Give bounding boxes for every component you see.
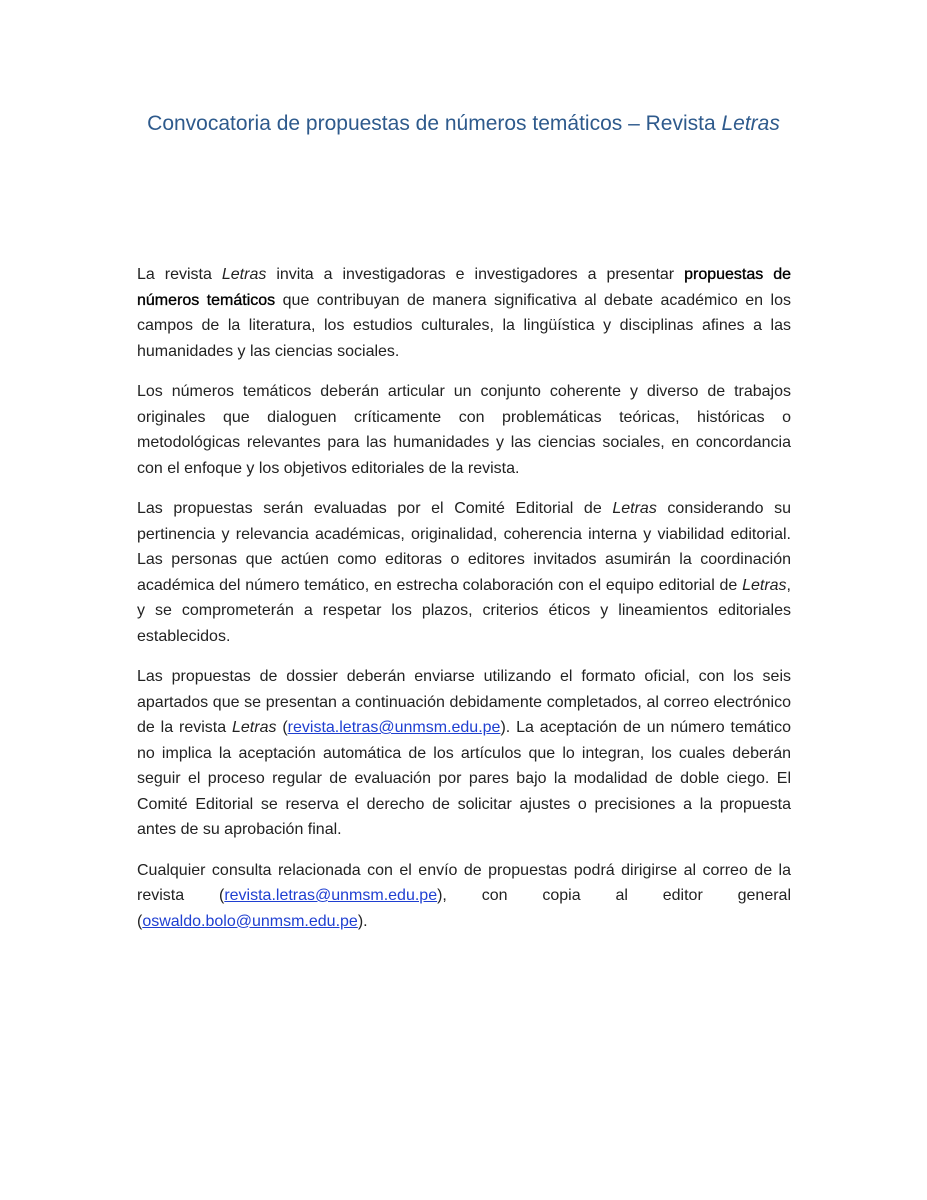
paragraph-2: Los números temáticos deberán articular un conjunto coherente y diverso de trabajos originales que dialoguen críticamente con problemáticas teóricas, históricas o metodológicas relevantes para las humanidades y las ciencias sociales, en concordancia con el enfoque y los objetivos editoriales de la revista.: [137, 383, 791, 477]
text-run: ).: [357, 912, 368, 930]
journal-name: Letras: [232, 719, 277, 736]
text-run: considerando su pertinencia y relevancia académicas, originalidad, coherencia interna y viabilidad editorial. Las personas que actúen como editoras o editores invitados asumirán la coordinación académica del número temático, en estrecha colaboración con el equipo editorial de: [137, 500, 792, 594]
text-run: (: [276, 719, 288, 736]
paragraph-5: [137, 858, 791, 935]
journal-name: Letras: [742, 576, 787, 594]
text-run: Las propuestas de dossier deberán enviarse utilizando el formato oficial, con los seis apartados que se presentan a continuación debidamente completados, al correo electrónico de la revista: [137, 668, 791, 736]
text-run: ), con copia al editor general (: [137, 887, 791, 930]
text-run: Cualquier consulta relacionada con el envío de propuestas podrá dirigirse al correo de la revista (: [137, 861, 791, 904]
text-run: ). La aceptación de un número temático no implica la aceptación automática de los artículos que lo integran, los cuales deberán seguir el proceso regular de evaluación por pares bajo la modalidad de doble ciego. El Comité Editorial se reserva el derecho de solicitar ajustes o precisiones a la propuesta antes de su aprobación final.: [137, 719, 791, 838]
paragraph-3: [137, 496, 791, 649]
journal-name: Letras: [612, 500, 657, 517]
title-text: Convocatoria de propuestas de números temáticos – Revista: [147, 112, 722, 135]
paragraph-1: [137, 262, 791, 364]
email-link-editor[interactable]: oswaldo.bolo@unmsm.edu.pe: [142, 912, 358, 930]
page-title: [0, 112, 927, 136]
title-journal-name: Letras: [721, 112, 780, 135]
email-link-revista[interactable]: revista.letras@unmsm.edu.pe: [287, 719, 501, 736]
text-run: que contribuyan de manera significativa al debate académico en los campos de la literatura, los estudios culturales, la lingüística y disciplinas afines a las humanidades y las ciencias sociales.: [137, 291, 791, 360]
highlighted-phrase: propuestas de números temáticos: [137, 266, 792, 309]
email-link-revista[interactable]: revista.letras@unmsm.edu.pe: [224, 887, 438, 904]
text-run: Las propuestas serán evaluadas por el Comité Editorial de: [137, 500, 613, 517]
text-run: , y se comprometerán a respetar los plazos, criterios éticos y lineamientos editoriales establecidos.: [137, 576, 791, 645]
text-run: La revista: [137, 266, 222, 283]
paragraph-4: [137, 664, 791, 843]
document-body: [137, 262, 791, 949]
journal-name: Letras: [221, 266, 267, 283]
text-run: invita a investigadoras e investigadores a presentar: [266, 266, 685, 283]
